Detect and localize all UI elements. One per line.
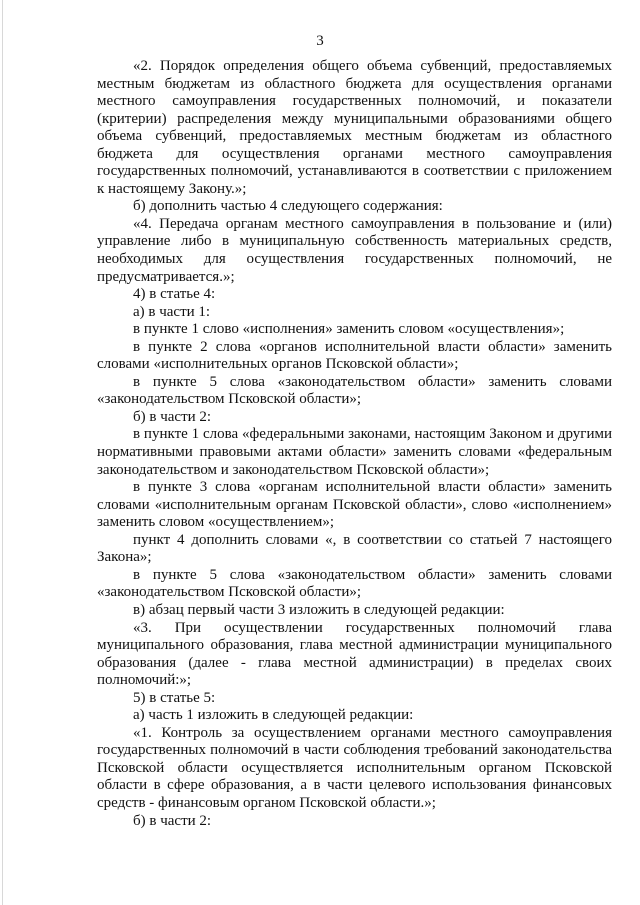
paragraph-amendment-add-part4: б) дополнить частью 4 следующего содержания:	[133, 198, 443, 215]
paragraph-article4-part3-text: «3. При осуществлении государственных полномочий глава муниципального образования, глава местной администрации муниципального образования (далее - глава местной администрации) в пределах своих полномочий:»;	[97, 619, 612, 689]
scan-edge-line	[2, 0, 3, 905]
paragraph-article5-heading: 5) в статье 5:	[133, 689, 216, 706]
paragraph-article5-part1-text: «1. Контроль за осуществлением органами местного самоуправления государственных полномочий в части соблюдения требований законодательства Псковской области осуществляется исполнительным органом Псковской области в сфере образования, а в части целевого использования финансовых средств - финансовым органом Псковской области.»;	[97, 724, 612, 811]
paragraph-article5-part2: б) в части 2:	[133, 812, 212, 829]
paragraph-article4-part2-item5: в пункте 5 слова «законодательством области» заменить словами «законодательством Псковской области»;	[97, 566, 612, 601]
paragraph-article4-part3-heading: в) абзац первый части 3 изложить в следующей редакции:	[133, 601, 505, 618]
paragraph-subvention-order: «2. Порядок определения общего объема субвенций, предоставляемых местным бюджетам из областного бюджета для осуществления органами местного самоуправления государственных полномочий, и показатели (критерии) распределения между муниципальными образованиями общего объема субвенций, предоставляемых местным бюджетам из областного бюджета для осуществления органами местного самоуправления государственных полномочий, устанавливаются в соответствии с приложением к настоящему Закону.»;	[97, 58, 612, 197]
paragraph-article4-part1-item2: в пункте 2 слова «органов исполнительной власти области» заменить словами «исполнительных органов Псковской области»;	[97, 338, 612, 373]
paragraph-article4-part2-item1: в пункте 1 слова «федеральными законами, настоящим Законом и другими нормативными правовыми актами области» заменить словами «федеральным законодательством и законодательством Псковской области»;	[97, 426, 612, 478]
paragraph-article5-part1: а) часть 1 изложить в следующей редакции:	[133, 707, 414, 724]
paragraph-article4-part2-item4: пункт 4 дополнить словами «, в соответствии со статьей 7 настоящего Закона»;	[97, 531, 612, 566]
page-number: 3	[316, 33, 324, 49]
paragraph-article4-part1-item5: в пункте 5 слова «законодательством области» заменить словами «законодательством Псковской области»;	[97, 373, 612, 408]
paragraph-article4-part1: а) в части 1:	[133, 303, 211, 320]
paragraph-article4-heading: 4) в статье 4:	[133, 286, 216, 303]
paragraph-part4-text: «4. Передача органам местного самоуправления в пользование и (или) управление либо в муниципальную собственность материальных средств, необходимых для осуществления государственных полномочий, не предусматривается.»;	[97, 215, 612, 285]
paragraph-article4-part1-item1: в пункте 1 слово «исполнения» заменить словом «осуществления»;	[133, 321, 565, 338]
paragraph-article4-part2-item3: в пункте 3 слова «органам исполнительной власти области» заменить словами «исполнительным органам Псковской области», слово «исполнением» заменить словом «осуществлением»;	[97, 479, 612, 531]
document-body	[97, 58, 612, 830]
paragraph-article4-part2: б) в части 2:	[133, 408, 212, 425]
